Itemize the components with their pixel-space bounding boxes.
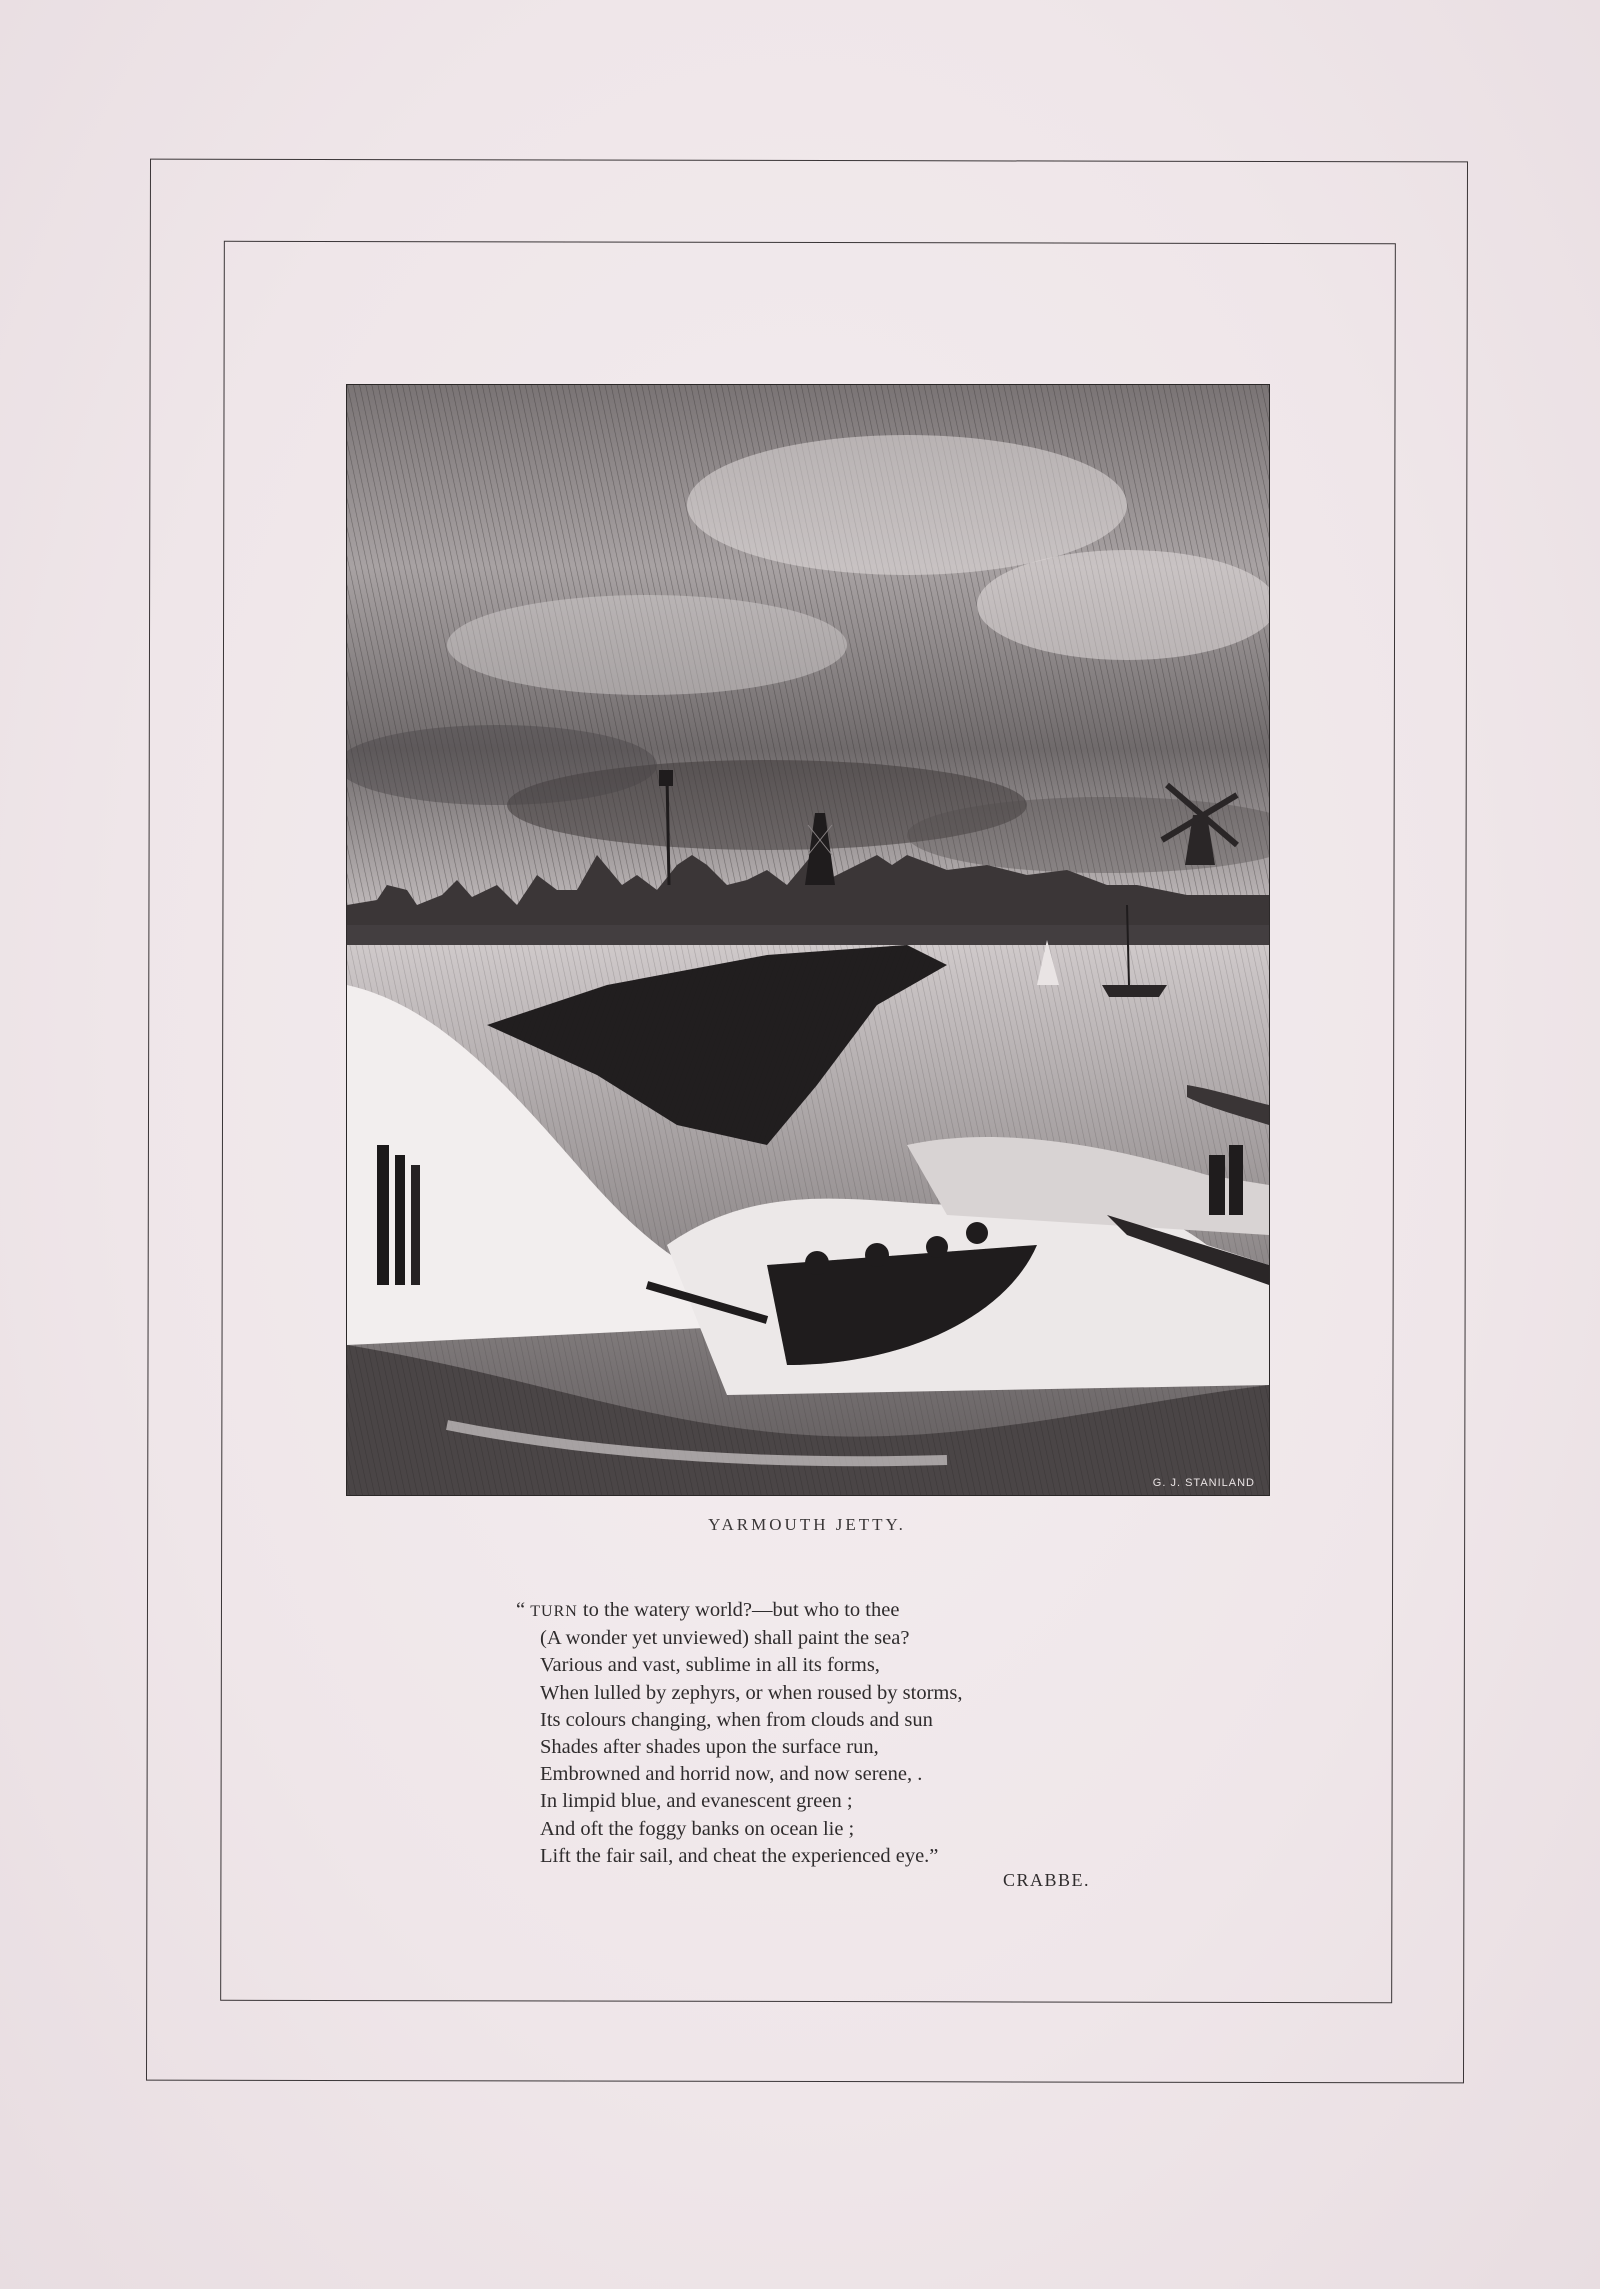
engraving-yarmouth-jetty xyxy=(346,384,1270,1496)
poem-block xyxy=(516,1597,1096,1870)
open-quote: “ xyxy=(516,1599,531,1621)
poem-author: CRABBE. xyxy=(1002,1870,1090,1890)
poem-line-9: And oft the foggy banks on ocean lie ; xyxy=(540,1817,855,1840)
poem-line-10: Lift the fair sail, and cheat the experienced eye.” xyxy=(540,1844,939,1867)
poem-line-7: Embrowned and horrid now, and now serene, . xyxy=(540,1763,923,1786)
poem-line-8: In limpid blue, and evanescent green ; xyxy=(540,1790,853,1813)
poem-first-word: TURN xyxy=(530,1603,578,1620)
poem-line-6: Shades after shades upon the surface run, xyxy=(540,1736,879,1759)
engraver-signature: G. J. STANILAND xyxy=(1152,1477,1255,1489)
poem-line-5: Its colours changing, when from clouds and sun xyxy=(540,1708,933,1731)
poem-line-3: Various and vast, sublime in all its forms, xyxy=(540,1654,880,1677)
poem-line-4: When lulled by zephyrs, or when roused by storms, xyxy=(540,1681,963,1704)
poem-line-1-rest: to the watery world?—but who to thee xyxy=(577,1599,900,1621)
illustration-caption: YARMOUTH JETTY. xyxy=(708,1515,906,1534)
poem-line-1 xyxy=(516,1597,1096,1625)
poem-line-2: (A wonder yet unviewed) shall paint the sea? xyxy=(540,1627,910,1650)
